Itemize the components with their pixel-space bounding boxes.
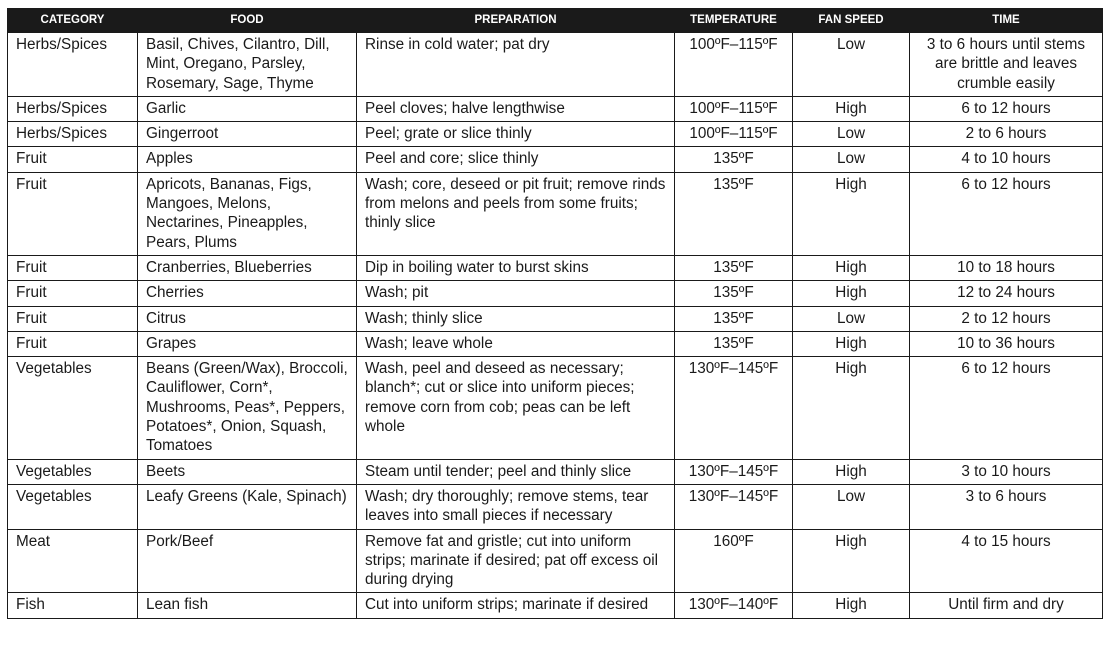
header-row (8, 8, 1103, 33)
cell-preparation: Cut into uniform strips; marinate if desired (357, 593, 675, 618)
cell-food: Basil, Chives, Cilantro, Dill, Mint, Oregano, Parsley, Rosemary, Sage, Thyme (138, 33, 357, 97)
cell-time: 6 to 12 hours (910, 96, 1103, 121)
cell-food: Beets (138, 459, 357, 484)
cell-food: Cherries (138, 281, 357, 306)
cell-category: Herbs/Spices (8, 122, 138, 147)
cell-time: 3 to 6 hours (910, 484, 1103, 529)
cell-food: Pork/Beef (138, 529, 357, 593)
cell-category: Fruit (8, 172, 138, 255)
cell-time: 3 to 10 hours (910, 459, 1103, 484)
cell-preparation: Peel; grate or slice thinly (357, 122, 675, 147)
cell-time: 10 to 36 hours (910, 331, 1103, 356)
column-header-fan-speed: FAN SPEED (793, 8, 910, 33)
cell-food: Garlic (138, 96, 357, 121)
dehydrating-guide-table (7, 8, 1103, 619)
cell-fan-speed: Low (793, 484, 910, 529)
cell-preparation: Wash; leave whole (357, 331, 675, 356)
cell-time: 2 to 12 hours (910, 306, 1103, 331)
cell-category: Fruit (8, 331, 138, 356)
cell-food: Leafy Greens (Kale, Spinach) (138, 484, 357, 529)
cell-food: Cranberries, Blueberries (138, 255, 357, 280)
table-row (8, 529, 1103, 593)
cell-temperature: 130ºF–145ºF (675, 357, 793, 459)
cell-time: 6 to 12 hours (910, 357, 1103, 459)
cell-fan-speed: Low (793, 122, 910, 147)
cell-temperature: 135ºF (675, 255, 793, 280)
cell-temperature: 135ºF (675, 281, 793, 306)
column-header-food: FOOD (138, 8, 357, 33)
table-row (8, 484, 1103, 529)
cell-category: Vegetables (8, 357, 138, 459)
cell-fan-speed: High (793, 255, 910, 280)
cell-temperature: 100ºF–115ºF (675, 33, 793, 97)
cell-preparation: Wash; pit (357, 281, 675, 306)
cell-fan-speed: High (793, 331, 910, 356)
cell-food: Grapes (138, 331, 357, 356)
cell-time: 3 to 6 hours until stems are brittle and leaves crumble easily (910, 33, 1103, 97)
table-row (8, 331, 1103, 356)
cell-fan-speed: High (793, 96, 910, 121)
column-header-time: TIME (910, 8, 1103, 33)
cell-category: Herbs/Spices (8, 96, 138, 121)
cell-fan-speed: High (793, 529, 910, 593)
cell-temperature: 130ºF–145ºF (675, 484, 793, 529)
cell-category: Fruit (8, 306, 138, 331)
cell-category: Fruit (8, 147, 138, 172)
column-header-preparation: PREPARATION (357, 8, 675, 33)
table-row (8, 357, 1103, 459)
cell-food: Apples (138, 147, 357, 172)
cell-time: 4 to 10 hours (910, 147, 1103, 172)
cell-food: Apricots, Bananas, Figs, Mangoes, Melons, Nectarines, Pineapples, Pears, Plums (138, 172, 357, 255)
cell-temperature: 135ºF (675, 172, 793, 255)
cell-category: Fish (8, 593, 138, 618)
cell-time: 10 to 18 hours (910, 255, 1103, 280)
cell-preparation: Wash; core, deseed or pit fruit; remove rinds from melons and peels from some fruits; thinly slice (357, 172, 675, 255)
cell-temperature: 135ºF (675, 331, 793, 356)
cell-category: Vegetables (8, 459, 138, 484)
cell-fan-speed: Low (793, 306, 910, 331)
cell-time: 6 to 12 hours (910, 172, 1103, 255)
cell-preparation: Peel cloves; halve lengthwise (357, 96, 675, 121)
cell-food: Lean fish (138, 593, 357, 618)
column-header-category: CATEGORY (8, 8, 138, 33)
cell-category: Fruit (8, 281, 138, 306)
cell-temperature: 135ºF (675, 306, 793, 331)
cell-temperature: 135ºF (675, 147, 793, 172)
table-row (8, 96, 1103, 121)
cell-preparation: Wash; dry thoroughly; remove stems, tear leaves into small pieces if necessary (357, 484, 675, 529)
table-row (8, 281, 1103, 306)
cell-temperature: 130ºF–145ºF (675, 459, 793, 484)
cell-time: Until firm and dry (910, 593, 1103, 618)
cell-temperature: 100ºF–115ºF (675, 122, 793, 147)
cell-category: Fruit (8, 255, 138, 280)
cell-fan-speed: Low (793, 147, 910, 172)
cell-preparation: Wash; thinly slice (357, 306, 675, 331)
cell-fan-speed: High (793, 172, 910, 255)
column-header-temperature: TEMPERATURE (675, 8, 793, 33)
table-row (8, 459, 1103, 484)
cell-preparation: Dip in boiling water to burst skins (357, 255, 675, 280)
cell-fan-speed: High (793, 593, 910, 618)
cell-time: 12 to 24 hours (910, 281, 1103, 306)
cell-preparation: Steam until tender; peel and thinly slice (357, 459, 675, 484)
table-row (8, 33, 1103, 97)
table-row (8, 306, 1103, 331)
cell-temperature: 100ºF–115ºF (675, 96, 793, 121)
cell-category: Herbs/Spices (8, 33, 138, 97)
table-row (8, 172, 1103, 255)
cell-temperature: 130ºF–140ºF (675, 593, 793, 618)
cell-food: Citrus (138, 306, 357, 331)
table-row (8, 255, 1103, 280)
table-row (8, 122, 1103, 147)
table-row (8, 147, 1103, 172)
cell-category: Meat (8, 529, 138, 593)
table-row (8, 593, 1103, 618)
cell-preparation: Wash, peel and deseed as necessary; blanch*; cut or slice into uniform pieces; remove corn from cob; peas can be left whole (357, 357, 675, 459)
cell-preparation: Rinse in cold water; pat dry (357, 33, 675, 97)
cell-time: 2 to 6 hours (910, 122, 1103, 147)
cell-category: Vegetables (8, 484, 138, 529)
cell-fan-speed: Low (793, 33, 910, 97)
cell-fan-speed: High (793, 357, 910, 459)
cell-food: Beans (Green/Wax), Broccoli, Cauliflower, Corn*, Mushrooms, Peas*, Peppers, Potatoes*, Onion, Squash, Tomatoes (138, 357, 357, 459)
cell-fan-speed: High (793, 459, 910, 484)
cell-fan-speed: High (793, 281, 910, 306)
cell-preparation: Peel and core; slice thinly (357, 147, 675, 172)
cell-time: 4 to 15 hours (910, 529, 1103, 593)
cell-preparation: Remove fat and gristle; cut into uniform strips; marinate if desired; pat off excess oil during drying (357, 529, 675, 593)
cell-food: Gingerroot (138, 122, 357, 147)
cell-temperature: 160ºF (675, 529, 793, 593)
